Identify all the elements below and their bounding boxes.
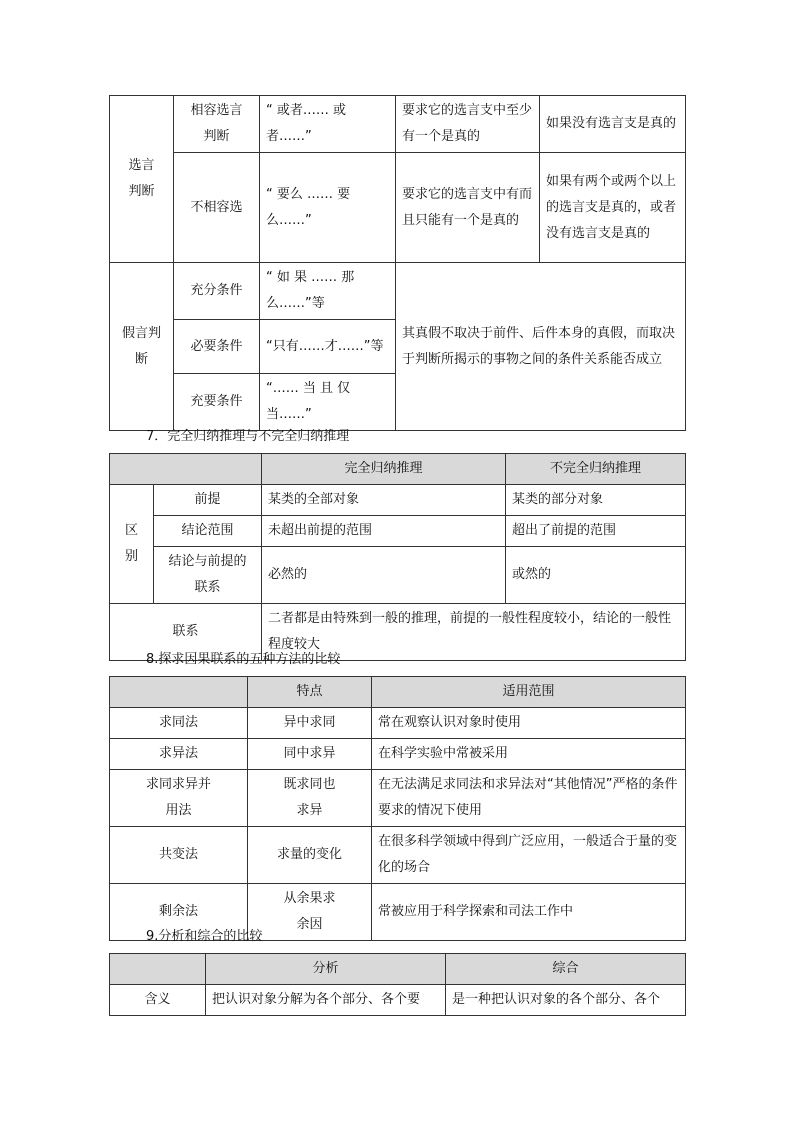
kind-cell: 必要条件 [174,320,260,374]
truth-note-cell: 其真假不取决于前件、后件本身的真假，而取决于判断所揭示的事物之间的条件关系能否成立 [396,263,686,431]
row-label: 结论与前提的联系 [154,547,262,604]
scope-cell: 在无法满足求同法和求异法对“其他情况”严格的条件要求的情况下使用 [372,770,686,827]
complete-cell: 某类的全部对象 [262,485,506,516]
feature-cell: 从余果求余因 [248,884,372,941]
header-cell: 不完全归纳推理 [506,454,686,485]
row-label: 含义 [110,985,206,1016]
feature-cell: 求量的变化 [248,827,372,884]
group-xuanyan: 选言判断 [110,96,174,263]
method-cell: 共变法 [110,827,248,884]
scope-cell: 常在观察认识对象时使用 [372,708,686,739]
induction-table [109,453,686,661]
causal-methods-table [109,676,686,941]
header-cell: 特点 [248,677,372,708]
header-cell: 完全归纳推理 [262,454,506,485]
synthesis-cell: 是一种把认识对象的各个部分、各个 [446,985,686,1016]
relation-text: 二者都是由特殊到一般的推理，前提的一般性程度较小，结论的一般性程度较大 [262,604,686,661]
false-condition-cell: 如果没有选言支是真的 [540,96,686,153]
header-cell [110,954,206,985]
method-cell: 求同求异并用法 [110,770,248,827]
incomplete-cell: 超出了前提的范围 [506,516,686,547]
analysis-synthesis-table [109,953,686,1016]
kind-cell: 不相容选 [174,153,260,263]
method-cell: 求同法 [110,708,248,739]
incomplete-cell: 某类的部分对象 [506,485,686,516]
feature-cell: 同中求异 [248,739,372,770]
feature-cell: 异中求同 [248,708,372,739]
section-9-caption: 9.分析和综合的比较 [146,929,263,944]
method-cell: 剩余法 [110,884,248,941]
section-7-caption: 7．完全归纳推理与不完全归纳推理 [146,429,350,444]
feature-cell: 既求同也求异 [248,770,372,827]
row-label: 前提 [154,485,262,516]
judgment-table [109,95,686,431]
condition-cell: 要求它的选言支中有而且只能有一个是真的 [396,153,540,263]
complete-cell: 必然的 [262,547,506,604]
false-condition-cell: 如果有两个或两个以上的选言支是真的，或者没有选言支是真的 [540,153,686,263]
form-cell: “…… 当 且 仅当……” [260,374,396,431]
form-cell: “只有……才……”等 [260,320,396,374]
kind-cell: 充要条件 [174,374,260,431]
condition-cell: 要求它的选言支中至少有一个是真的 [396,96,540,153]
header-cell [110,677,248,708]
header-cell: 适用范围 [372,677,686,708]
header-cell: 分析 [206,954,446,985]
scope-cell: 在科学实验中常被采用 [372,739,686,770]
section-8-caption: 8.探求因果联系的五种方法的比较 [146,652,341,667]
complete-cell: 未超出前提的范围 [262,516,506,547]
incomplete-cell: 或然的 [506,547,686,604]
form-cell: “ 要么 …… 要么……” [260,153,396,263]
group-jiayan: 假言判断 [110,263,174,431]
analysis-cell: 把认识对象分解为各个部分、各个要 [206,985,446,1016]
row-label: 结论范围 [154,516,262,547]
method-cell: 求异法 [110,739,248,770]
form-cell: “ 或者…… 或者……” [260,96,396,153]
group-difference: 区别 [110,485,154,604]
scope-cell: 常被应用于科学探索和司法工作中 [372,884,686,941]
kind-cell: 相容选言判断 [174,96,260,153]
scope-cell: 在很多科学领域中得到广泛应用，一般适合于量的变化的场合 [372,827,686,884]
kind-cell: 充分条件 [174,263,260,320]
header-cell [110,454,262,485]
form-cell: “ 如 果 …… 那么……”等 [260,263,396,320]
header-cell: 综合 [446,954,686,985]
relation-label: 联系 [110,604,262,661]
